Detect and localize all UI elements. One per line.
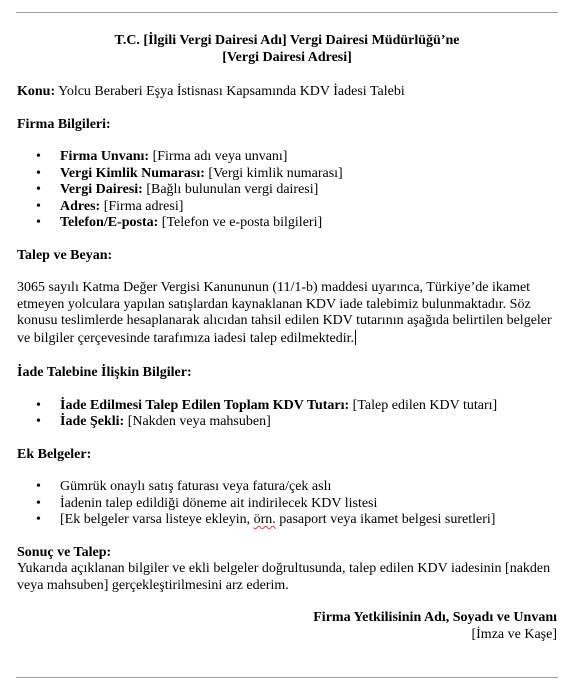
list-item: [17, 149, 557, 166]
signature-placeholder: [İmza ve Kaşe]: [471, 626, 557, 642]
list-item: [17, 414, 557, 431]
attachment-text-after: pasaport veya ikamet belgesi suretleri]: [275, 512, 496, 527]
list-item: [17, 512, 557, 529]
attachments-section-title: Ek Belgeler:: [17, 446, 92, 462]
field-label: Telefon/E-posta:: [60, 215, 159, 230]
field-value: [Vergi kimlik numarası]: [204, 165, 343, 181]
bottom-divider: [16, 677, 558, 678]
bullet-icon: •: [36, 495, 41, 511]
conclusion-text: Yukarıda açıklanan bilgiler ve ekli belgeler doğrultusunda, talep edilen KDV iadesinin [nakden veya mahsuben] gerçekleştirilmesini arz ederim.: [17, 561, 551, 593]
list-item: [17, 479, 557, 496]
field-value: [Firma adresi]: [100, 198, 184, 214]
bullet-icon: •: [36, 512, 41, 527]
attachments-list: [17, 479, 557, 529]
refund-info-list: [17, 398, 557, 431]
bullet-icon: •: [36, 215, 41, 230]
list-item: [17, 199, 557, 216]
request-section-title: Talep ve Beyan:: [17, 247, 113, 263]
request-paragraph: [17, 280, 557, 347]
bullet-icon: •: [36, 149, 41, 164]
bullet-icon: •: [36, 479, 41, 494]
list-item: [17, 166, 557, 183]
addressee-address: [Vergi Dairesi Adresi]: [222, 49, 352, 65]
subject-label: Konu:: [17, 84, 56, 99]
field-value: [Bağlı bulunulan vergi dairesi]: [142, 182, 319, 197]
document-page[interactable]: [17, 33, 557, 643]
list-item: [17, 182, 557, 199]
text-cursor: [355, 330, 356, 345]
bullet-icon: •: [36, 198, 41, 214]
field-label: Adres:: [60, 198, 101, 214]
field-label: Vergi Kimlik Numarası:: [60, 165, 205, 181]
field-label: Vergi Dairesi:: [60, 182, 143, 197]
bullet-icon: •: [36, 414, 41, 429]
top-divider: [16, 12, 558, 13]
subject-text: Yolcu Beraberi Eşya İstisnası Kapsamında KDV İadesi Talebi: [55, 84, 405, 99]
field-label: Firma Unvanı:: [60, 149, 150, 164]
refund-section-title: İade Talebine İlişkin Bilgiler:: [17, 365, 192, 380]
firm-info-list: [17, 149, 557, 232]
bullet-icon: •: [36, 182, 41, 197]
attachment-text: İadenin talep edildiği döneme ait indirilecek KDV listesi: [60, 495, 378, 511]
attachment-text: Gümrük onaylı satış faturası veya fatura/çek aslı: [60, 479, 332, 494]
list-item: [17, 215, 557, 232]
attachment-text-before: [Ek belgeler varsa listeye ekleyin,: [60, 512, 254, 527]
addressee-line: T.C. [İlgili Vergi Dairesi Adı] Vergi Dairesi Müdürlüğü’ne: [114, 33, 460, 48]
subject-line: [17, 84, 557, 101]
field-label: İade Şekli:: [60, 414, 125, 429]
field-value: [Talep edilen KDV tutarı]: [349, 397, 498, 413]
request-text: 3065 sayılı Katma Değer Vergisi Kanununun (11/1-b) maddesi uyarınca, Türkiye’de ikamet etmeyen yolculara yapılan satışlardan kaynaklanan KDV iade talebimiz bulunmaktadır. Söz konusu teslimlerde hesaplanarak alıcıdan tahsil edilen KDV tutarının aşağıda belirtilen belgeler ve bilgiler çerçevesinde tarafımıza iadesi talep edilmektedir.: [17, 280, 552, 346]
field-value: [Nakden veya mahsuben]: [124, 414, 271, 429]
bullet-icon: •: [36, 397, 41, 413]
signatory-name: Firma Yetkilisinin Adı, Soyadı ve Unvanı: [313, 610, 557, 625]
spellcheck-flagged-word[interactable]: örn.: [253, 512, 276, 527]
bullet-icon: •: [36, 165, 41, 181]
list-item: [17, 496, 557, 513]
firm-section-title: Firma Bilgileri:: [17, 116, 111, 132]
field-label: İade Edilmesi Talep Edilen Toplam KDV Tutarı:: [60, 397, 350, 413]
list-item: [17, 398, 557, 415]
field-value: [Telefon ve e-posta bilgileri]: [158, 215, 323, 230]
field-value: [Firma adı veya unvanı]: [149, 149, 288, 164]
conclusion-section-title: Sonuç ve Talep:: [17, 544, 112, 560]
